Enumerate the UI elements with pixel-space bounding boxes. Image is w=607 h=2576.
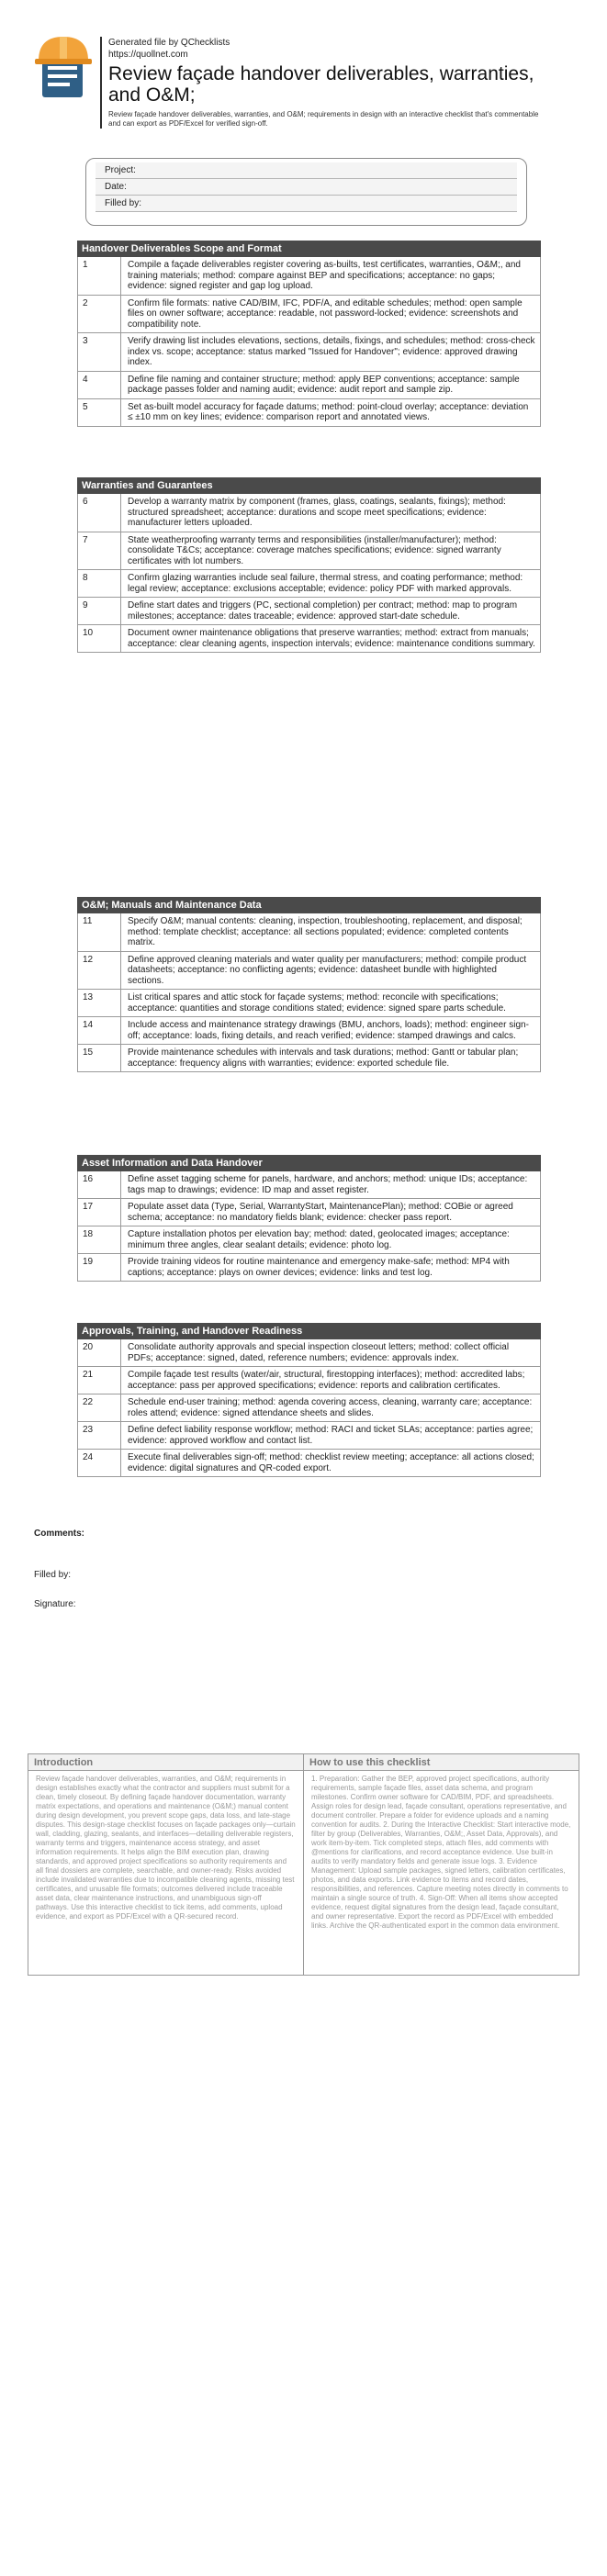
introduction-body: Review façade handover deliverables, warranties, and O&M; requirements in design establishes exactly what the contractor and suppliers must submit for a clean, timely closeout. By defining façade handover documentation, warranty matrix expectations, and operations and maintenance (O&M;) manual content during design development, you prevent scope gaps, data loss, and late-stage disputes. This design-stage checklist focuses on façade packages only—curtain wall, cladding, glazing, sealants, and interfaces—detailing deliverable registers, warranty terms and triggers, maintenance access strategy, and asset information requirements. It helps align the BIM execution plan, drawing standards, and approved project specifications so authority requirements and all final dossiers are complete, searchable, and owner-ready. Risks avoided include invalidated warranties due to incompatible cleaning agents, missing test certificates, and unusable file formats; outcomes delivered include traceable asset data, clear maintenance instructions, and unambiguous sign-off pathways. Use this interactive checklist to tick items, add comments, upload evidence, and export as PDF/Excel with a QR-secured record.: [36, 1775, 296, 1921]
project-field[interactable]: Project:: [96, 162, 517, 179]
checklist-item[interactable]: [77, 1450, 541, 1477]
introduction-title: Introduction: [28, 1754, 303, 1771]
item-number: 17: [78, 1199, 121, 1226]
section-approvals-training: [77, 1323, 541, 1477]
item-number: 24: [78, 1450, 121, 1476]
section-title: Handover Deliverables Scope and Format: [77, 241, 541, 257]
item-text: Schedule end-user training; method: agenda covering access, cleaning, warranty care; acceptance: roles attend; evidence: signed attendance sheets and slides.: [128, 1397, 533, 1418]
item-number: 11: [78, 913, 121, 951]
item-text: Compile a façade deliverables register covering as-builts, test certificates, warranties, O&M;, and training materials; method: compare against BEP and specifications; acceptance: no gaps; evidence: signed register and gap log upload.: [128, 260, 521, 291]
item-text: Define start dates and triggers (PC, sectional completion) per contract; method: map to program milestones; acceptance: dates traceable; evidence: approved start-date schedule.: [128, 600, 518, 622]
introduction-column: [28, 1754, 303, 1975]
how-to-use-title: How to use this checklist: [304, 1754, 579, 1771]
checklist-item[interactable]: [77, 625, 541, 653]
date-field[interactable]: Date:: [96, 179, 517, 196]
item-number: 13: [78, 990, 121, 1016]
section-title: O&M; Manuals and Maintenance Data: [77, 897, 541, 913]
item-number: 21: [78, 1367, 121, 1394]
item-number: 8: [78, 570, 121, 597]
item-text: Confirm glazing warranties include seal failure, thermal stress, and coating performance; method: legal review; acceptance: exclusions acceptable; evidence: policy PDF with marked approvals.: [128, 573, 523, 594]
checklist-item[interactable]: [77, 532, 541, 571]
item-text: Provide maintenance schedules with intervals and task durations; method: Gantt or tabular plan; acceptance: frequency aligns with warranties; evidence: exported schedule file.: [128, 1047, 519, 1069]
checklist-item[interactable]: [77, 1045, 541, 1072]
item-number: 22: [78, 1394, 121, 1421]
how-to-use-body: 1. Preparation: Gather the BEP, approved project specifications, authority requirements, sample façade files, asset data schema, and program milestones. Confirm owner software for CAD/BIM, PDF, and spreadsheets. Assign roles for design lead, façade consultant, operations representative, and document controller. Prepare a folder for evidence uploads and a naming convention for audits. 2. During the Interactive Checklist: Start interactive mode, filter by group (Deliverables, Warranties, O&M;, Asset Data, Approvals), and work item-by-item. Tick completed steps, attach files, add comments with @mentions for clarifications, and record acceptance evidence. Use built-in audits to verify mandatory fields and generate issue logs. 3. Evidence Management: Upload sample packages, signed letters, calibration certificates, photos, and data exports. Link evidence to items and record dates, responsibilities, and references. Capture meeting notes directly in comments to maintain a single source of truth. 4. Sign-Off: When all items show accepted evidence, request digital signatures from the design lead, façade consultant, and owner representative. Export the record as PDF/Excel with embedded links. Archive the QR-authenticated export in the common data environment.: [311, 1775, 571, 1930]
project-info-box: [85, 158, 527, 226]
checklist-item[interactable]: [77, 952, 541, 991]
checklist-item[interactable]: [77, 399, 541, 427]
signature-label: Signature:: [34, 1599, 76, 1609]
item-text: Capture installation photos per elevation bay; method: dated, geolocated images; acceptance: minimum three angles, clear sealant details; evidence: photo log.: [128, 1229, 510, 1250]
item-number: 18: [78, 1226, 121, 1253]
filled-by-label: Filled by:: [34, 1570, 72, 1580]
checklist-item[interactable]: [77, 333, 541, 372]
item-number: 23: [78, 1422, 121, 1449]
generated-by-text: Generated file by QChecklists: [108, 38, 230, 48]
item-number: 20: [78, 1339, 121, 1366]
item-text: Compile façade test results (water/air, structural, firestopping interfaces); method: accredited labs; acceptance: pass per approved specifications; evidence: reports and calibration certificates.: [128, 1370, 525, 1391]
checklist-item[interactable]: [77, 494, 541, 532]
checklist-item[interactable]: [77, 913, 541, 952]
item-text: Define defect liability response workflow; method: RACI and ticket SLAs; acceptance: parties agree; evidence: approved workflow and contact list.: [128, 1425, 534, 1446]
item-text: Develop a warranty matrix by component (frames, glass, coatings, sealants, fixings); method: structured spreadsheet; acceptance: durations and scope meet specifications; evidence: manufacturer letters uploaded.: [128, 497, 506, 528]
checklist-item[interactable]: [77, 257, 541, 296]
item-text: Execute final deliverables sign-off; method: checklist review meeting; acceptance: all actions closed; evidence: digital signatures and QR-coded export.: [128, 1452, 534, 1473]
item-text: Consolidate authority approvals and special inspection closeout letters; method: collect official PDFs; acceptance: signed, dated, reference numbers; evidence: approvals index.: [128, 1342, 510, 1363]
item-text: Include access and maintenance strategy drawings (BMU, anchors, loads); method: engineer sign-off; acceptance: loads, fixing details, and reach verified; evidence: stamped drawings and calcs.: [128, 1020, 529, 1041]
item-number: 7: [78, 532, 121, 570]
hard-hat-checklist-logo-icon: [33, 33, 94, 99]
section-om-manuals: [77, 897, 541, 1072]
item-number: 19: [78, 1254, 121, 1281]
item-number: 10: [78, 625, 121, 652]
header-divider: [100, 37, 102, 129]
checklist-item[interactable]: [77, 1199, 541, 1226]
checklist-item[interactable]: [77, 990, 541, 1017]
item-text: Define asset tagging scheme for panels, hardware, and anchors; method: unique IDs; acceptance: tags map to drawings; evidence: ID map and asset register.: [128, 1174, 528, 1195]
item-number: 15: [78, 1045, 121, 1071]
checklist-item[interactable]: [77, 1422, 541, 1450]
item-number: 5: [78, 399, 121, 426]
item-text: Define file naming and container structure; method: apply BEP conventions; acceptance: sample package passes folder and naming audit; evidence: audit report and sample zip.: [128, 374, 520, 395]
section-deliverables: [77, 241, 541, 427]
item-text: Document owner maintenance obligations that preserve warranties; method: extract from manuals; acceptance: clear cleaning agents, inspection intervals; evidence: maintenance conditions summary.: [128, 628, 535, 649]
item-text: Populate asset data (Type, Serial, WarrantyStart, MaintenancePlan); method: COBie or agreed schema; acceptance: no mandatory fields blank; evidence: checker pass report.: [128, 1202, 513, 1223]
section-title: Warranties and Guarantees: [77, 477, 541, 494]
site-url-link[interactable]: https://quollnet.com: [108, 50, 188, 60]
checklist-item[interactable]: [77, 1394, 541, 1422]
page-description: Review façade handover deliverables, warranties, and O&M; requirements in design with an interactive checklist that's commentable and can export as PDF/Excel for verified sign-off.: [108, 110, 539, 128]
checklist-item[interactable]: [77, 1367, 541, 1394]
item-text: Set as-built model accuracy for façade datums; method: point-cloud overlay; acceptance: deviation ≤ ±10 mm on key lines; evidence: comparison report and annotated views.: [128, 401, 529, 422]
checklist-item[interactable]: [77, 296, 541, 334]
item-text: Define approved cleaning materials and water quality per manufacturers; method: compile product datasheets; acceptance: no conflicting agents; evidence: datasheet bundle with highlighted sections.: [128, 954, 527, 986]
checklist-item[interactable]: [77, 372, 541, 399]
checklist-item[interactable]: [77, 1254, 541, 1282]
section-warranties: [77, 477, 541, 653]
item-number: 4: [78, 372, 121, 398]
item-number: 16: [78, 1171, 121, 1198]
item-text: Verify drawing list includes elevations, sections, details, fixings, and schedules; method: cross-check index vs. scope; acceptance: status marked "Issued for Handover"; evidence: approved drawing index.: [128, 336, 535, 367]
item-text: Confirm file formats: native CAD/BIM, IFC, PDF/A, and editable schedules; method: open sample files on owner software; acceptance: readable, not password-locked; evidence: screenshots and compatibility note.: [128, 297, 523, 330]
section-asset-information: [77, 1155, 541, 1282]
filled-by-field[interactable]: Filled by:: [96, 196, 517, 212]
section-title: Asset Information and Data Handover: [77, 1155, 541, 1171]
item-number: 9: [78, 598, 121, 624]
checklist-item[interactable]: [77, 1171, 541, 1199]
item-number: 12: [78, 952, 121, 990]
item-number: 14: [78, 1017, 121, 1044]
checklist-item[interactable]: [77, 598, 541, 625]
checklist-item[interactable]: [77, 1226, 541, 1254]
item-text: Provide training videos for routine maintenance and emergency make-safe; method: MP4 with captions; acceptance: plays on owner devices; evidence: links and test log.: [128, 1257, 510, 1278]
item-text: State weatherproofing warranty terms and responsibilities (installer/manufacturer); method: consolidate T&Cs; acceptance: coverage matches specifications; evidence: signed warranty certificates with lot numbers.: [128, 534, 501, 566]
item-number: 6: [78, 494, 121, 532]
item-number: 1: [78, 257, 121, 295]
section-title: Approvals, Training, and Handover Readiness: [77, 1323, 541, 1339]
checklist-item[interactable]: [77, 1017, 541, 1045]
info-columns: [28, 1753, 579, 1976]
item-number: 2: [78, 296, 121, 333]
checklist-item[interactable]: [77, 570, 541, 598]
item-text: List critical spares and attic stock for façade systems; method: reconcile with specifications; acceptance: quantities and storage conditions stated; evidence: signed spare parts schedule.: [128, 992, 506, 1014]
checklist-item[interactable]: [77, 1339, 541, 1367]
item-text: Specify O&M; manual contents: cleaning, inspection, troubleshooting, replacement, and disposal; method: template checklist; acceptance: all sections populated; evidence: completed contents matrix.: [128, 916, 523, 947]
item-number: 3: [78, 333, 121, 371]
page-title: Review façade handover deliverables, warranties, and O&M;: [108, 63, 534, 106]
how-to-use-column: [303, 1754, 579, 1975]
comments-label: Comments:: [34, 1529, 85, 1539]
